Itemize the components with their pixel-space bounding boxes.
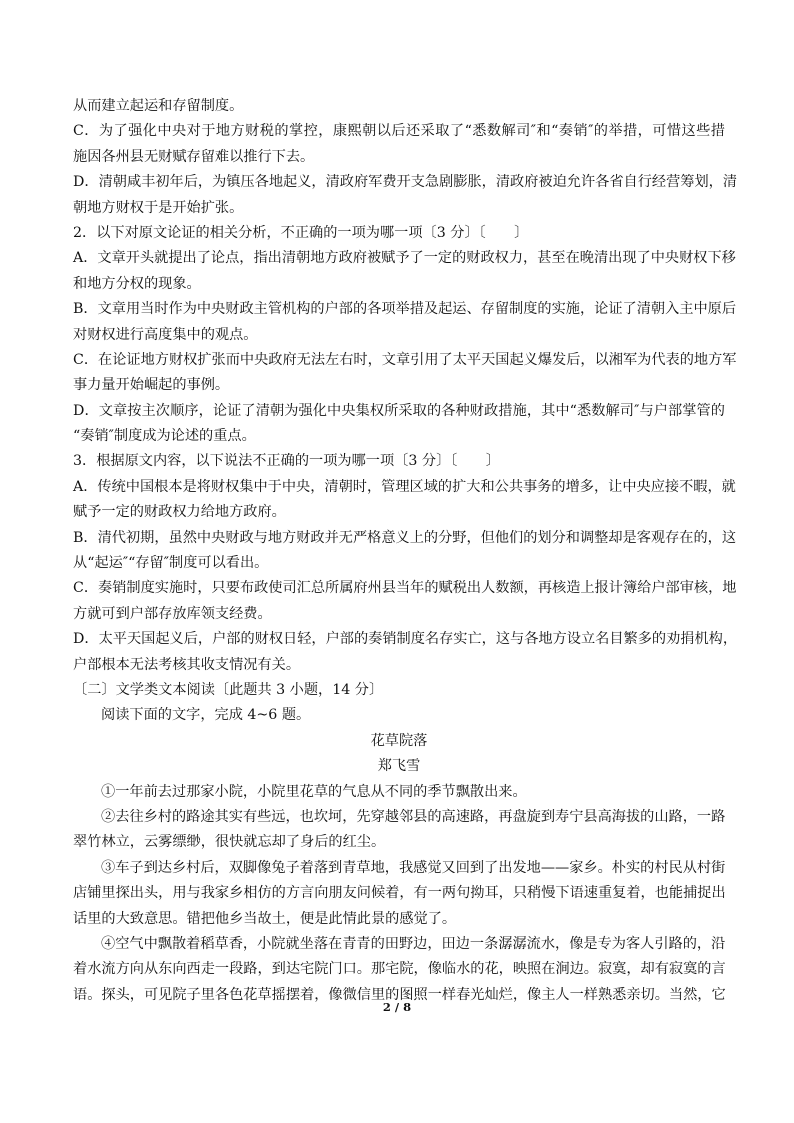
text-line: 事力量开始崛起的事例。 [73, 377, 230, 394]
text-line: “奏销″制度成为论述的重点。 [73, 428, 256, 445]
paragraph-1: ①一年前去过那家小院，小院里花草的气息从不同的季节飘散出来。 [101, 783, 527, 800]
paragraph-4-line: 着水流方向从东向西走一段路，到达宅院门口。那宅院，像临水的花，映照在涧边。寂寞，却有寂寞的言 [73, 961, 726, 978]
question-2: 2．以下对原文论证的相关分析，不正确的一项为哪一项〔3 分〕〔 〕 [73, 224, 529, 241]
option-c-line: C．为了强化中央对于地方财税的掌控，康熙朝以后还采取了“悉数解司″和“奏销″的举措，可惜这些措 [73, 123, 725, 140]
option-d-line: D．文章按主次顺序，论证了清朝为强化中央集权所采取的各种财政措施，其中“悉数解司″与户部掌管的 [73, 402, 725, 419]
paragraph-4-line: ④空气中飘散着稻草香，小院就坐落在青青的田野边，田边一条潺潺流水，像是专为客人引路的，沿 [101, 935, 726, 952]
document-body [73, 94, 738, 1008]
page-number: 2 / 8 [382, 1000, 412, 1014]
option-c-line: C．在论证地方财权扩张而中央政府无法左右时，文章引用了太平天国起义爆发后，以湘军为代表的地方军 [73, 351, 737, 368]
text-line: 从“起运″“存留″制度可以看出。 [73, 555, 269, 572]
option-a-line: A．传统中国根本是将财权集中于中央，清朝时，管理区域的扩大和公共事务的增多，让中央应接不暇，就 [73, 478, 736, 495]
paragraph-4-line: 语。探头，可见院子里各色花草摇摆着，像微信里的图照一样春光灿烂，像主人一样熟悉亲切。当然，它 [73, 986, 726, 1003]
text-line: 和地方分权的现象。 [73, 275, 201, 292]
paragraph-3-line: 店铺里探出头，用与我家乡相仿的方言向朋友问候着，有一两句拗耳，只稍慢下语速重复着，也能捕捉出 [73, 885, 726, 902]
text-line: 从而建立起运和存留制度。 [73, 98, 244, 114]
option-d-line: D．太平天国起义后，户部的财权日轻，户部的奏销制度名存实亡，这与各地方设立名目繁多的劝捐机构， [73, 631, 738, 648]
option-a-line: A．文章开头就提出了论点，指出清朝地方政府被赋予了一定的财政权力，甚至在晚清出现了中央财权下移 [73, 250, 736, 267]
text-line: 户部根本无法考核其收支情况有关。 [73, 656, 301, 673]
article-title: 花草院落 [370, 732, 428, 749]
option-c-line: C．奏销制度实施时，只要布政使司汇总所属府州县当年的赋税出人数额，再核造上报计簿给户部审核，地 [73, 580, 737, 597]
paragraph-3-line: ③车子到达乡村后，双脚像兔子着落到青草地，我感觉又回到了出发地——家乡。朴实的村民从村街 [101, 859, 726, 876]
option-d-line: D．清朝咸丰初年后，为镇压各地起义，清政府军费开支急剧膨胀，清政府被迫允许各省自行经营筹划，清 [73, 174, 738, 191]
text-line: 对财权进行高度集中的观点。 [73, 326, 258, 343]
text-line: 赋予一定的财政权力给地方政府。 [73, 504, 286, 521]
section-heading: 〔二〕文学类文本阅读〔此题共 3 小题，14 分〕 [73, 681, 384, 698]
reading-instruction: 阅读下面的文字，完成 4~6 题。 [101, 707, 311, 724]
option-b-line: B．文章用当时作为中央财政主管机构的户部的各项举措及起运、存留制度的实施，论证了清朝入主中原后 [73, 301, 737, 318]
question-3: 3．根据原文内容，以下说法不正确的一项为哪一项〔3 分〕〔 〕 [73, 453, 500, 470]
option-b-line: B．清代初期，虽然中央财政与地方财政并无严格意义上的分野，但他们的划分和调整却是客观存在的，这 [73, 529, 737, 546]
article-author: 郑飞雪 [377, 758, 421, 775]
paragraph-2-line: 翠竹林立，云雾缥缈，很快就忘却了身后的红尘。 [73, 834, 386, 851]
paragraph-2-line: ②去往乡村的路途其实有些远，也坎坷，先穿越邻县的高速路，再盘旋到寿宁县高海拔的山路，一路 [101, 808, 726, 825]
text-line: 施因各州县无财赋存留难以推行下去。 [73, 148, 315, 165]
text-line: 方就可到户部存放库领支经费。 [73, 605, 272, 622]
text-line: 朝地方财权于是开始扩张。 [73, 199, 244, 216]
paragraph-3-line: 话里的大致意思。错把他乡当故土，便是此情此景的感觉了。 [73, 910, 457, 927]
